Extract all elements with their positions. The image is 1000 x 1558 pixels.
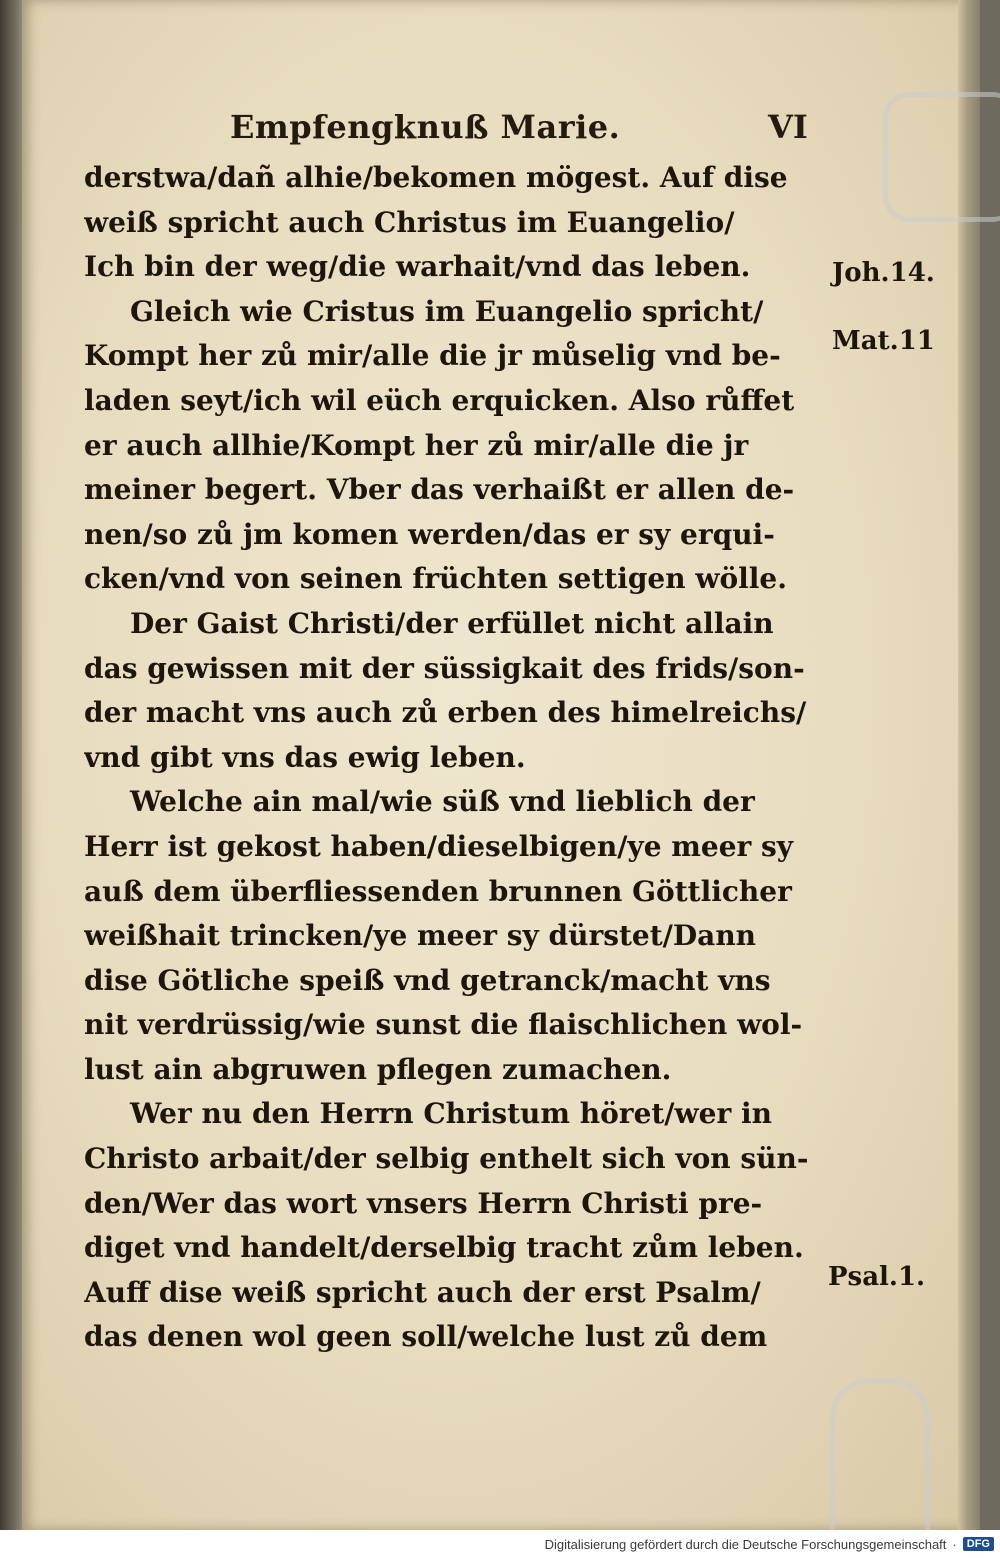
paper-clip-bottom xyxy=(830,1378,930,1553)
body-text xyxy=(84,156,824,1360)
text-line: auß dem überfliessenden brunnen Göttlicher xyxy=(84,874,792,908)
text-line: weiß spricht auch Christus im Euangelio/ xyxy=(84,205,735,239)
text-line: Herr ist gekost haben/dieselbigen/ye meer sy xyxy=(84,829,794,863)
text-line: nit verdrüssig/wie sunst die flaischlichen wol- xyxy=(84,1008,803,1042)
text-line: Ich bin der weg/die warhait/vnd das leben. xyxy=(84,250,751,284)
text-line: das gewissen mit der süssigkait des frids/son- xyxy=(84,651,805,685)
running-head: Empfengknuß Marie. xyxy=(230,108,621,146)
text-line: Welche ain mal/wie süß vnd lieblich der xyxy=(130,785,755,819)
footer-bar: Digitalisierung gefördert durch die Deutsche Forschungsgemeinschaft · DFG xyxy=(0,1530,1000,1558)
marginal-note-mat: Mat.11 xyxy=(832,326,935,356)
folio-number: VI xyxy=(768,108,808,146)
dfg-logo: DFG xyxy=(963,1537,994,1551)
text-line: laden seyt/ich wil eüch erquicken. Also růffet xyxy=(84,383,795,417)
text-line: Gleich wie Cristus im Euangelio spricht/ xyxy=(130,294,764,328)
text-line: den/Wer das wort vnsers Herrn Christi pre- xyxy=(84,1186,763,1220)
funding-credit: Digitalisierung gefördert durch die Deutsche Forschungsgemeinschaft xyxy=(544,1536,947,1552)
marginal-note-psal: Psal.1. xyxy=(828,1262,926,1292)
text-line: dise Götliche speiß vnd getranck/macht vns xyxy=(84,963,771,997)
page-edge xyxy=(958,0,980,1530)
text-line: das denen wol geen soll/welche lust zů dem xyxy=(84,1320,768,1354)
text-line: weißhait trincken/ye meer sy dürstet/Dann xyxy=(84,919,757,953)
text-line: der macht vns auch zů erben des himelreichs/ xyxy=(84,696,807,730)
text-line: cken/vnd von seinen früchten settigen wölle. xyxy=(84,562,787,596)
text-line: nen/so zů jm komen werden/das er sy erqui- xyxy=(84,517,775,551)
text-line: vnd gibt vns das ewig leben. xyxy=(84,740,526,774)
text-line: Kompt her zů mir/alle die jr můselig vnd be- xyxy=(84,339,781,373)
text-line: lust ain abgruwen pflegen zumachen. xyxy=(84,1052,672,1086)
text-line: derstwa/dañ alhie/bekomen mögest. Auf dise xyxy=(84,161,788,194)
text-line: Christo arbait/der selbig enthelt sich von sün- xyxy=(84,1142,809,1176)
paper-clip-top xyxy=(883,92,1000,222)
text-line: er auch allhie/Kompt her zů mir/alle die jr xyxy=(84,428,749,462)
text-line: Der Gaist Christi/der erfüllet nicht allain xyxy=(130,606,774,640)
text-line: meiner begert. Vber das verhaißt er allen de- xyxy=(84,473,795,507)
text-line: Auff dise weiß spricht auch der erst Psalm/ xyxy=(84,1275,761,1309)
marginal-note-joh: Joh.14. xyxy=(832,258,935,288)
text-line: diget vnd handelt/derselbig tracht zům leben. xyxy=(84,1231,804,1265)
text-line: Wer nu den Herrn Christum höret/wer in xyxy=(130,1097,772,1131)
